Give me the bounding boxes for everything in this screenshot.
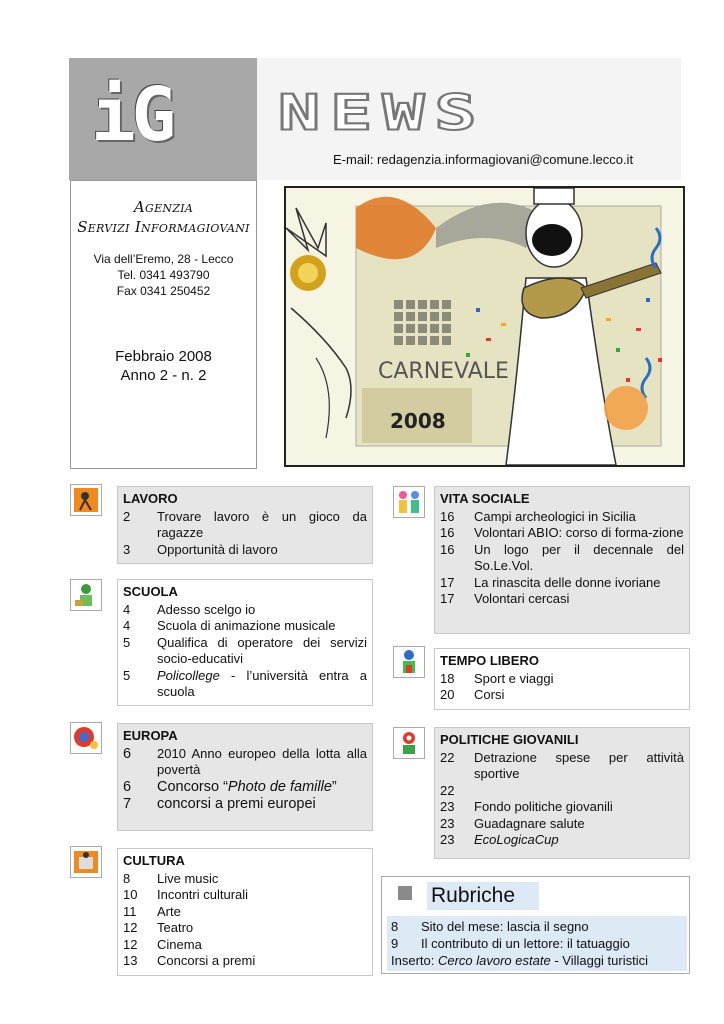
list-item[interactable]: 20 Corsi: [440, 687, 505, 702]
list-item[interactable]: 5 Qualifica di operatore dei servizi socio-educativi: [123, 634, 367, 666]
list-item[interactable]: 16 Volontari ABIO: corso di forma-zione: [440, 525, 684, 540]
section-europa: [117, 723, 373, 831]
list-item[interactable]: 18 Sport e viaggi: [440, 670, 554, 686]
cover-year: 2008: [390, 409, 446, 433]
section-tempo-libero: [434, 648, 690, 710]
list-item[interactable]: 22 Detrazione spese per attività sportive: [440, 749, 684, 781]
issue-number: Anno 2 - n. 2: [120, 367, 207, 384]
list-item[interactable]: 7 concorsi a premi europei: [123, 795, 316, 812]
section-politiche-giovanili: [434, 727, 690, 859]
list-item[interactable]: 6 2010 Anno europeo della lotta alla povertà: [123, 745, 367, 777]
list-item[interactable]: 9 Il contributo di un lettore: il tatuaggio: [391, 936, 630, 951]
scuola-icon: [70, 579, 102, 611]
section-title: VITA SOCIALE: [440, 491, 530, 506]
list-item[interactable]: 16 Un logo per il decennale del So.Le.Vol.: [440, 541, 684, 573]
list-item[interactable]: 22: [440, 782, 455, 798]
list-item[interactable]: 8 Live music: [123, 870, 219, 886]
agency-fax: Fax 0341 250452: [116, 284, 211, 298]
list-item[interactable]: 5 Policollege - l’università entra a scuola: [123, 667, 367, 699]
section-title: LAVORO: [123, 491, 178, 506]
list-item[interactable]: 23 EcoLogicaCup: [440, 832, 559, 847]
section-lavoro: [117, 486, 373, 564]
section-rubriche: [381, 876, 690, 974]
list-item[interactable]: 4 Adesso scelgo io: [123, 601, 256, 617]
agency-tel: Tel. 0341 493790: [117, 268, 210, 282]
list-item[interactable]: 3 Opportunità di lavoro: [123, 541, 278, 557]
section-title: CULTURA: [123, 853, 185, 868]
pierrot-carnival-illustration: [286, 188, 683, 465]
ig-logo: [69, 58, 257, 180]
agency-address: Via dell’Eremo, 28 - Lecco: [93, 252, 234, 266]
section-title: TEMPO LIBERO: [440, 653, 539, 668]
section-scuola: [117, 579, 373, 706]
list-item[interactable]: 17 La rinascita delle donne ivoriane: [440, 574, 661, 590]
rubriche-title: Rubriche: [427, 882, 539, 910]
issue-month: Febbraio 2008: [115, 348, 212, 365]
logo-text: iG: [91, 72, 173, 158]
politiche-giovanili-icon: [393, 727, 425, 759]
list-item[interactable]: 11 Arte: [123, 903, 181, 919]
list-item[interactable]: 2 Trovare lavoro è un gioco da ragazze: [123, 508, 367, 540]
cover-banner: CARNEVALE: [378, 359, 509, 384]
agency-name: Agenzia Servizi Informagiovani: [77, 198, 250, 236]
square-bullet-icon: [398, 886, 412, 900]
rubriche-list: [387, 916, 687, 971]
agency-info-box: [70, 180, 257, 469]
tempo-libero-icon: [393, 646, 425, 678]
insert-line[interactable]: Inserto: Cerco lavoro estate - Villaggi turistici: [391, 953, 648, 968]
list-item[interactable]: 12 Teatro: [123, 920, 194, 935]
section-title: EUROPA: [123, 728, 178, 743]
list-item[interactable]: 10 Incontri culturali: [123, 887, 249, 902]
news-wordmark: NEWS: [278, 83, 487, 142]
section-title: POLITICHE GIOVANILI: [440, 732, 579, 747]
issue-date: [71, 347, 256, 385]
list-item[interactable]: 4 Scuola di animazione musicale: [123, 618, 336, 633]
list-item[interactable]: 23 Fondo politiche giovanili: [440, 799, 613, 814]
list-item[interactable]: 16 Campi archeologici in Sicilia: [440, 508, 636, 524]
cover-illustration: [284, 186, 685, 467]
agency-contacts: [71, 251, 256, 299]
section-title: SCUOLA: [123, 584, 178, 599]
vita-sociale-icon: [393, 486, 425, 518]
lavoro-icon: [70, 484, 102, 516]
list-item[interactable]: 8 Sito del mese: lascia il segno: [391, 919, 589, 934]
europa-icon: [70, 722, 102, 754]
cultura-icon: [70, 846, 102, 878]
list-item[interactable]: 12 Cinema: [123, 936, 202, 952]
section-vita-sociale: [434, 486, 690, 634]
email-address[interactable]: E-mail: redagenzia.informagiovani@comune.lecco.it: [333, 152, 634, 167]
list-item[interactable]: 17 Volontari cercasi: [440, 591, 570, 606]
list-item[interactable]: 23 Guadagnare salute: [440, 815, 585, 831]
list-item[interactable]: 6 Concorso “Photo de famille”: [123, 778, 337, 795]
list-item[interactable]: 13 Concorsi a premi: [123, 953, 256, 968]
section-cultura: [117, 848, 373, 976]
